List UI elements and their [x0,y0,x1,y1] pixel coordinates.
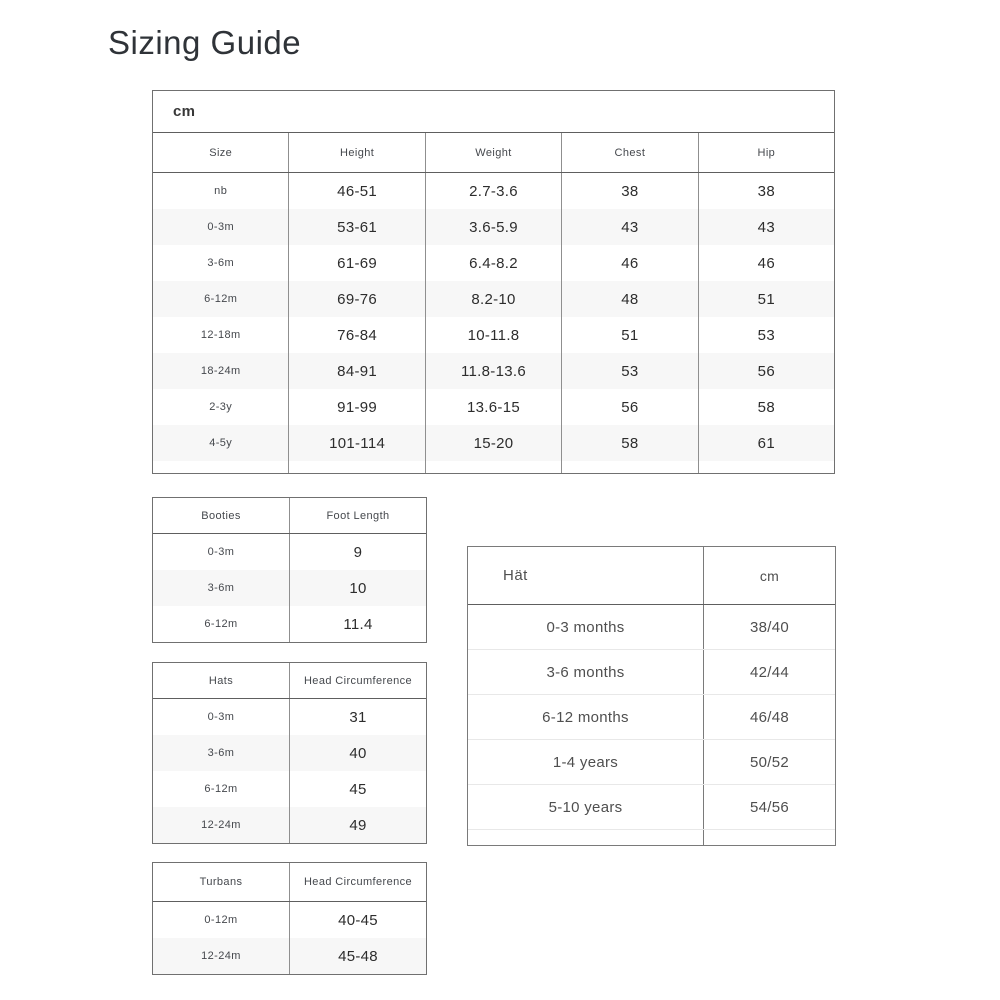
table-row [468,740,835,785]
cell-head-circumference: 45 [349,780,367,798]
row-label: 3-6m [153,245,289,281]
cell-height: 53-61 [289,209,425,245]
table-row [153,570,426,606]
cell-hip: 43 [757,218,775,236]
table-row [153,902,426,938]
table-row [153,771,426,807]
row-label: 0-3m [153,534,290,570]
cell-cm: 46/48 [749,708,790,726]
row-label: 3-6m [153,570,290,606]
cell-cm: 38/40 [749,618,790,636]
table-row [153,534,426,570]
cell-hip: 58 [757,398,775,416]
hats-table [152,662,427,844]
table-row [153,606,426,642]
table-row [153,173,834,209]
cell-cm: 50/52 [749,753,790,771]
row-label: 6-12m [153,281,289,317]
cell-height: 91-99 [289,389,425,425]
cell-weight: 13.6-15 [426,389,562,425]
cell-hip: 38 [757,182,775,200]
row-label: 0-3 months [468,605,704,649]
turbans-table [152,862,427,975]
table-row [153,209,834,245]
cell-foot-length: 11.4 [343,615,373,633]
cell-hip: 51 [757,290,775,308]
cell-weight: 3.6-5.9 [426,209,562,245]
column-header-head-circumference: Head Circumference [303,876,413,888]
table-row [153,938,426,974]
row-label: 2-3y [153,389,289,425]
column-header-weight: Weight [426,133,562,172]
table-row [153,281,834,317]
unit-row [153,91,834,133]
page-title: Sizing Guide [108,24,302,61]
cell-head-circumference: 40-45 [338,911,378,929]
cell-chest: 48 [562,281,698,317]
column-header-booties: Booties [153,498,290,533]
cell-weight: 6.4-8.2 [426,245,562,281]
cell-foot-length: 10 [349,579,367,597]
row-label: 12-24m [153,807,290,843]
table-bottom-spacer [153,461,834,473]
column-header-chest: Chest [562,133,698,172]
row-label: 0-3m [153,699,290,735]
cell-weight: 8.2-10 [426,281,562,317]
table-row [153,425,834,461]
column-header-hip: Hip [757,146,776,159]
column-header-hat: Hät [468,547,704,604]
unit-label: cm [173,103,196,120]
row-label: 4-5y [153,425,289,461]
cell-cm: 54/56 [749,798,790,816]
column-header-height: Height [289,133,425,172]
cell-chest: 43 [562,209,698,245]
cell-chest: 51 [562,317,698,353]
row-label: 3-6m [153,735,290,771]
table-row [153,245,834,281]
row-label: 1-4 years [468,740,704,784]
cell-hip: 61 [757,434,775,452]
hat-cm-table [467,546,836,846]
column-header-size: Size [153,133,289,172]
row-label: 18-24m [153,353,289,389]
row-label: 3-6 months [468,650,704,694]
column-header-foot-length: Foot Length [326,509,390,522]
cell-head-circumference: 49 [349,816,367,834]
cell-chest: 38 [562,173,698,209]
cell-weight: 15-20 [426,425,562,461]
table-row [153,807,426,843]
main-size-table [152,90,835,474]
cell-chest: 56 [562,389,698,425]
cell-weight: 2.7-3.6 [426,173,562,209]
cell-height: 46-51 [289,173,425,209]
row-label: 6-12 months [468,695,704,739]
cell-foot-length: 9 [353,543,363,561]
cell-height: 69-76 [289,281,425,317]
cell-weight: 11.8-13.6 [426,353,562,389]
hat-cm-table-header [468,547,835,605]
turbans-table-header [153,863,426,902]
booties-table-header [153,498,426,534]
cell-head-circumference: 40 [349,744,367,762]
row-label: 12-24m [153,938,290,974]
main-table-header [153,133,834,173]
row-label: 0-12m [153,902,290,938]
cell-chest: 58 [562,425,698,461]
table-row [153,699,426,735]
column-header-hats: Hats [153,663,290,698]
cell-chest: 46 [562,245,698,281]
row-label: nb [153,173,289,209]
cell-head-circumference: 31 [349,708,367,726]
booties-table [152,497,427,643]
column-header-cm: cm [759,567,780,584]
table-row [468,695,835,740]
cell-chest: 53 [562,353,698,389]
table-row [468,785,835,830]
table-row [468,650,835,695]
row-label: 12-18m [153,317,289,353]
cell-height: 84-91 [289,353,425,389]
cell-hip: 56 [757,362,775,380]
cell-weight: 10-11.8 [426,317,562,353]
row-label: 5-10 years [468,785,704,829]
table-bottom-spacer [468,830,835,845]
table-row [153,317,834,353]
cell-height: 61-69 [289,245,425,281]
table-row [153,353,834,389]
row-label: 0-3m [153,209,289,245]
cell-head-circumference: 45-48 [338,947,378,965]
cell-height: 76-84 [289,317,425,353]
cell-cm: 42/44 [749,663,790,681]
cell-height: 101-114 [289,425,425,461]
table-row [468,605,835,650]
row-label: 6-12m [153,606,290,642]
hats-table-header [153,663,426,699]
table-row [153,389,834,425]
cell-hip: 53 [757,326,775,344]
row-label: 6-12m [153,771,290,807]
table-row [153,735,426,771]
column-header-turbans: Turbans [153,863,290,901]
column-header-head-circumference: Head Circumference [303,674,413,687]
cell-hip: 46 [757,254,775,272]
